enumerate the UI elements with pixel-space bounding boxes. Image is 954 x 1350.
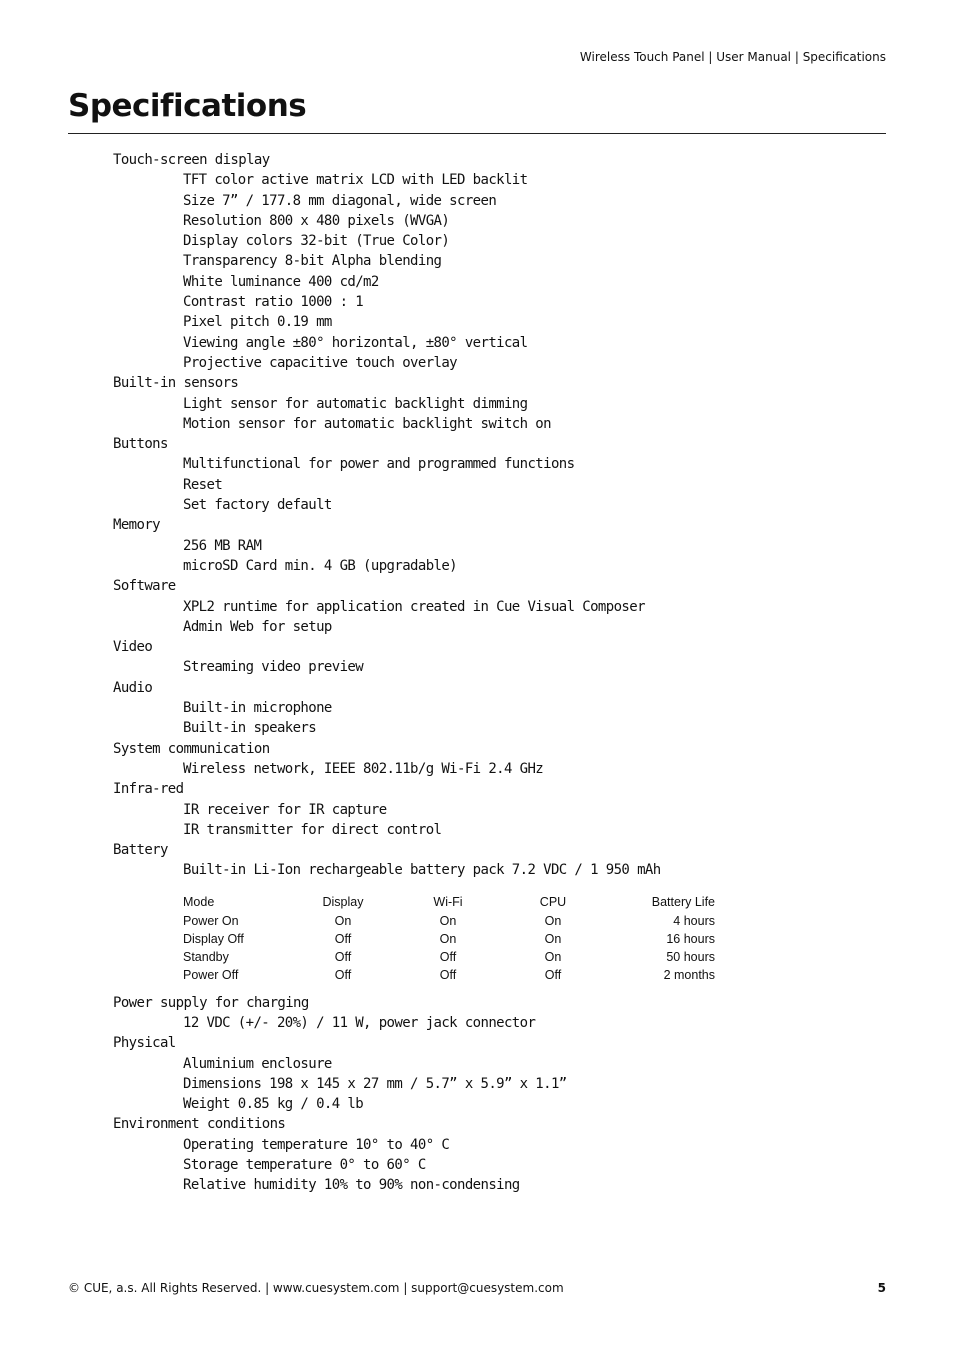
spec-item: Viewing angle ±80° horizontal, ±80° vertical <box>183 334 528 351</box>
spec-item: XPL2 runtime for application created in Cue Visual Composer <box>183 598 645 615</box>
page-number: 5 <box>877 1281 886 1295</box>
specifications-list <box>0 150 954 1196</box>
spec-category: Software <box>113 578 176 595</box>
table-cell: On <box>544 931 562 946</box>
table-cell: On <box>439 913 457 928</box>
table-cell: Display Off <box>183 931 244 946</box>
column-header-wifi: Wi-Fi <box>433 894 463 909</box>
spec-item: Transparency 8-bit Alpha blending <box>183 253 442 270</box>
spec-item: Streaming video preview <box>183 659 364 676</box>
spec-item: Operating temperature 10° to 40° C <box>183 1136 450 1153</box>
spec-category: Touch-screen display <box>113 152 270 168</box>
spec-item: Pixel pitch 0.19 mm <box>183 314 332 331</box>
spec-item: Admin Web for setup <box>183 618 332 635</box>
table-cell: 2 months <box>663 967 715 982</box>
spec-category: Built-in sensors <box>113 375 239 392</box>
spec-item: 256 MB RAM <box>183 537 262 554</box>
table-cell: Off <box>334 967 352 982</box>
spec-category: Video <box>113 639 153 656</box>
spec-category: Infra-red <box>113 781 184 798</box>
spec-category: System communication <box>113 740 270 757</box>
spec-item: Aluminium enclosure <box>183 1055 332 1072</box>
table-cell: Off <box>334 949 352 964</box>
spec-item: Contrast ratio 1000 : 1 <box>183 294 364 311</box>
column-header-display: Display <box>322 894 364 909</box>
table-cell: 16 hours <box>666 931 715 946</box>
spec-category: Power supply for charging <box>113 994 309 1011</box>
table-header-row <box>183 892 715 912</box>
spec-category: Battery <box>113 842 168 859</box>
table-row <box>183 912 715 930</box>
spec-sections-after-table <box>0 993 954 1196</box>
spec-item: Multifunctional for power and programmed functions <box>183 456 575 473</box>
spec-item: Display colors 32-bit (True Color) <box>183 233 450 250</box>
spec-item: 12 VDC (+/- 20%) / 11 W, power jack connector <box>183 1014 536 1031</box>
spec-category: Environment conditions <box>113 1116 286 1133</box>
spec-item: Built-in speakers <box>183 720 317 737</box>
spec-category: Physical <box>113 1035 176 1052</box>
table-cell: Power On <box>183 913 239 928</box>
spec-item: Weight 0.85 kg / 0.4 lb <box>183 1096 364 1113</box>
page-title: Specifications <box>68 88 307 124</box>
table-row <box>183 948 715 966</box>
spec-item: Dimensions 198 x 145 x 27 mm / 5.7” x 5.9” x 1.1” <box>183 1075 567 1092</box>
table-cell: On <box>334 913 352 928</box>
table-cell: On <box>439 931 457 946</box>
table-cell: Standby <box>183 949 229 964</box>
spec-item: microSD Card min. 4 GB (upgradable) <box>183 557 458 574</box>
spec-item: Size 7” / 177.8 mm diagonal, wide screen <box>183 192 497 209</box>
spec-category: Buttons <box>113 436 168 453</box>
spec-item: Built-in Li-Ion rechargeable battery pack 7.2 VDC / 1 950 mAh <box>183 862 661 879</box>
column-header-mode: Mode <box>183 894 215 909</box>
table-cell: Power Off <box>183 967 239 982</box>
spec-item: IR receiver for IR capture <box>183 801 387 818</box>
spec-item: Wireless network, IEEE 802.11b/g Wi-Fi 2.4 GHz <box>183 760 544 777</box>
table-row <box>183 930 715 948</box>
table-cell: On <box>544 913 562 928</box>
spec-item: Motion sensor for automatic backlight switch on <box>183 415 551 432</box>
title-divider <box>68 133 886 134</box>
table-cell: On <box>544 949 562 964</box>
spec-item: Projective capacitive touch overlay <box>183 354 458 371</box>
spec-item: Reset <box>183 476 223 493</box>
page-footer: © CUE, a.s. All Rights Reserved. | www.cuesystem.com | support@cuesystem.com <box>68 1281 564 1295</box>
spec-item: Storage temperature 0° to 60° C <box>183 1157 426 1174</box>
table-cell: 50 hours <box>666 949 715 964</box>
table-row <box>183 966 715 984</box>
spec-category: Memory <box>113 517 160 534</box>
spec-item: Light sensor for automatic backlight dimming <box>183 395 528 412</box>
spec-item: Built-in microphone <box>183 700 332 717</box>
column-header-battery-life: Battery Life <box>651 894 715 909</box>
spec-category: Audio <box>113 679 153 696</box>
spec-sections-before-table <box>0 150 954 881</box>
battery-life-table <box>183 892 715 984</box>
table-cell: Off <box>544 967 562 982</box>
column-header-cpu: CPU <box>539 894 567 909</box>
table-cell: Off <box>334 931 352 946</box>
spec-item: Set factory default <box>183 497 332 514</box>
table-cell: Off <box>439 967 457 982</box>
spec-item: White luminance 400 cd/m2 <box>183 273 379 290</box>
spec-item: Relative humidity 10% to 90% non-condensing <box>183 1177 520 1194</box>
page-header: Wireless Touch Panel | User Manual | Specifications <box>579 50 886 64</box>
table-cell: 4 hours <box>673 913 715 928</box>
spec-item: TFT color active matrix LCD with LED backlit <box>183 172 528 189</box>
spec-item: Resolution 800 x 480 pixels (WVGA) <box>183 212 450 229</box>
spec-item: IR transmitter for direct control <box>183 821 442 838</box>
table-cell: Off <box>439 949 457 964</box>
